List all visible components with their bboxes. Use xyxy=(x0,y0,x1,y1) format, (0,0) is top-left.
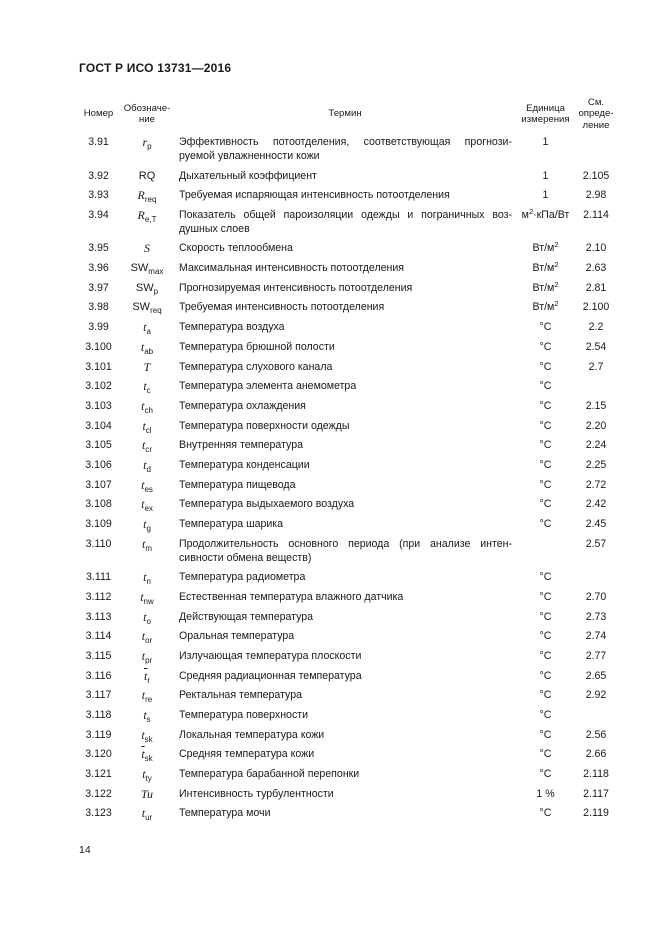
term-symbol: $t_g$ xyxy=(143,517,151,533)
term-unit: 1 xyxy=(542,169,549,182)
term-symbol: S xyxy=(144,241,150,256)
term-number: 3.102 xyxy=(85,380,112,393)
term-text: Прогнозируемая интенсивность потоотделения xyxy=(179,281,413,294)
term-unit: °C xyxy=(539,590,552,603)
term-symbol: $t_{cl}$ xyxy=(142,418,152,435)
term-unit: °C xyxy=(539,807,552,820)
term-text: Максимальная интенсивность потоотделения xyxy=(179,262,405,275)
table-row xyxy=(75,166,619,186)
term-number: 3.117 xyxy=(85,689,112,702)
term-reference: 2.117 xyxy=(583,787,609,800)
term-symbol: $t_{pr}$ xyxy=(141,648,153,665)
term-symbol: $t_d$ xyxy=(143,457,151,474)
term-reference: 2.7 xyxy=(588,360,604,373)
term-number: 3.104 xyxy=(85,419,112,432)
term-number: 3.92 xyxy=(88,169,109,182)
term-symbol: $\overline{t}_{sk}$ xyxy=(141,747,153,764)
term-reference: 2.100 xyxy=(582,301,610,314)
term-reference xyxy=(573,132,619,166)
term-symbol: $R_{req}$ xyxy=(137,188,157,205)
term-number: 3.123 xyxy=(85,807,112,820)
term-unit: °C xyxy=(539,360,552,373)
term-text: Температура поверхности одежды xyxy=(179,419,350,432)
term-reference: 2.10 xyxy=(585,242,607,255)
term-unit: °C xyxy=(539,571,552,584)
table-row xyxy=(75,494,619,514)
term-text: Температура охлаждения xyxy=(179,399,306,412)
term-symbol: $t_a$ xyxy=(143,320,151,337)
term-number: 3.97 xyxy=(88,281,109,294)
term-symbol: RQ xyxy=(138,169,156,182)
term-number: 3.120 xyxy=(85,748,112,761)
term-text: Оральная температура xyxy=(179,630,295,643)
term-reference xyxy=(573,705,619,725)
term-number: 3.116 xyxy=(85,669,112,682)
term-unit: °C xyxy=(539,498,552,511)
term-reference: 2.2 xyxy=(588,321,604,334)
term-reference: 2.54 xyxy=(585,340,607,353)
term-text: Температура барабанной перепонки xyxy=(179,768,360,781)
term-text: Температура воздуха xyxy=(179,321,285,334)
table-row xyxy=(75,725,619,745)
table-row xyxy=(75,705,619,725)
term-number: 3.122 xyxy=(85,787,112,800)
table-body xyxy=(75,132,619,823)
term-unit: °C xyxy=(539,458,552,471)
term-text: Действующая температура xyxy=(179,610,314,623)
table-row xyxy=(75,685,619,705)
col-unit-header: Единица измерения xyxy=(521,102,570,125)
term-symbol: $t_{re}$ xyxy=(141,688,153,705)
term-unit: $Вт/м^2$ xyxy=(532,299,559,314)
table-row xyxy=(75,803,619,823)
term-number: 3.121 xyxy=(85,768,112,781)
term-text: Температура шарика xyxy=(179,518,284,530)
term-symbol: $t_{cr}$ xyxy=(141,438,152,455)
term-unit: °C xyxy=(539,748,552,761)
term-unit: °C xyxy=(539,439,552,452)
term-unit: 1 % xyxy=(536,787,555,800)
table-row xyxy=(75,455,619,475)
page-number: 14 xyxy=(79,844,91,856)
terms-table xyxy=(75,96,619,823)
table-row xyxy=(75,132,619,166)
term-symbol: $SW_{req}$ xyxy=(132,301,162,316)
term-text: Скорость теплообмена xyxy=(179,242,293,255)
term-symbol: $t_{ty}$ xyxy=(142,767,152,784)
term-unit: $Вт/м^2$ xyxy=(532,260,559,275)
term-number: 3.119 xyxy=(85,728,112,741)
term-unit: °C xyxy=(539,419,552,432)
term-number: 3.99 xyxy=(88,321,109,334)
term-text: Температура брюшной полости xyxy=(179,340,335,353)
term-text: Требуемая интенсивность потоотделения xyxy=(179,301,385,314)
col-ref-header: См. опреде- ление xyxy=(578,96,614,131)
term-text: Средняя температура кожи xyxy=(179,748,315,761)
table-row xyxy=(75,205,619,239)
table-row xyxy=(75,607,619,627)
term-reference: 2.73 xyxy=(585,610,607,623)
term-unit: °C xyxy=(539,689,552,702)
table-row xyxy=(75,185,619,205)
term-text: Средняя радиационная температура xyxy=(179,669,362,682)
term-symbol: $SW_p$ xyxy=(135,281,159,296)
term-unit: $Вт/м^2$ xyxy=(532,279,559,294)
term-reference: 2.70 xyxy=(585,590,607,603)
table-row xyxy=(75,534,619,568)
col-term-header: Термин xyxy=(328,108,362,120)
term-unit: $Вт/м^2$ xyxy=(532,240,559,255)
term-symbol: $t_c$ xyxy=(143,379,151,396)
term-text: Температура слухового канала xyxy=(179,360,333,373)
term-unit: 1 xyxy=(542,136,549,148)
term-number: 3.113 xyxy=(85,610,112,623)
term-reference xyxy=(573,567,619,587)
table-row xyxy=(75,258,619,278)
term-text: Продолжительность основного периода (при анализе интен-сивности обмена веществ) xyxy=(179,537,512,564)
term-number: 3.118 xyxy=(85,709,112,721)
term-symbol: $t_{ab}$ xyxy=(140,339,154,356)
term-unit xyxy=(518,534,573,568)
table-row xyxy=(75,567,619,587)
term-unit: °C xyxy=(539,649,552,662)
term-reference: 2.98 xyxy=(585,189,607,202)
term-number: 3.110 xyxy=(85,537,112,550)
table-row xyxy=(75,435,619,455)
term-text: Температура пищевода xyxy=(179,478,296,491)
term-text: Ректальная температура xyxy=(179,689,303,702)
term-number: 3.101 xyxy=(85,360,112,373)
term-symbol: $t_{ex}$ xyxy=(141,497,153,514)
term-symbol: $\overline{t}_r$ xyxy=(143,668,150,685)
table-row xyxy=(75,666,619,686)
term-number: 3.108 xyxy=(85,498,112,511)
term-text: Требуемая испаряющая интенсивность потоотделения xyxy=(179,189,450,202)
term-symbol: $t_n$ xyxy=(143,570,151,587)
term-reference: 2.105 xyxy=(582,169,610,182)
table-header-row xyxy=(75,96,619,132)
table-row xyxy=(75,376,619,396)
term-reference: 2.24 xyxy=(585,439,607,452)
table-row xyxy=(75,646,619,666)
term-text: Эффективность потоотделения, соответствующая прогнози-руемой увлажненности кожи xyxy=(179,136,512,162)
term-reference: 2.25 xyxy=(585,458,607,471)
table-row xyxy=(75,626,619,646)
term-text: Излучающая температура плоскости xyxy=(179,649,362,662)
term-symbol: $t_{nw}$ xyxy=(140,589,154,606)
term-unit: °C xyxy=(539,340,552,353)
term-unit: °C xyxy=(539,380,552,393)
term-symbol: $r_p$ xyxy=(142,135,152,151)
term-reference: 2.74 xyxy=(585,630,607,643)
term-reference: 2.65 xyxy=(585,669,607,682)
term-text: Температура поверхности xyxy=(179,709,309,721)
term-reference: 2.15 xyxy=(585,399,607,412)
term-text: Температура мочи xyxy=(179,807,271,820)
table-row xyxy=(75,337,619,357)
term-number: 3.109 xyxy=(85,518,112,530)
term-symbol: $t_m$ xyxy=(141,536,152,553)
term-reference: 2.81 xyxy=(585,281,607,294)
term-unit: °C xyxy=(539,669,552,682)
term-symbol: $t_{es}$ xyxy=(141,477,153,494)
table-row xyxy=(75,764,619,784)
term-reference: 2.45 xyxy=(585,518,607,530)
term-reference: 2.118 xyxy=(583,768,609,781)
table-row xyxy=(75,475,619,495)
col-number-header: Номер xyxy=(83,108,114,120)
term-text: Естественная температура влажного датчика xyxy=(179,590,404,603)
table-row xyxy=(75,317,619,337)
term-number: 3.111 xyxy=(86,571,111,584)
term-number: 3.103 xyxy=(85,399,112,412)
term-symbol: $SW_{max}$ xyxy=(130,262,164,277)
term-number: 3.115 xyxy=(85,649,112,662)
term-text: Внутренняя температура xyxy=(179,439,303,452)
table-row xyxy=(75,784,619,804)
term-reference: 2.42 xyxy=(585,498,607,511)
term-number: 3.94 xyxy=(88,208,109,221)
term-reference: 2.57 xyxy=(585,537,607,550)
term-symbol: $t_{ch}$ xyxy=(141,398,153,415)
term-symbol: $t_o$ xyxy=(143,609,151,626)
term-reference: 2.114 xyxy=(583,208,609,221)
term-number: 3.95 xyxy=(88,242,109,255)
term-symbol: Tu xyxy=(140,786,153,801)
table-row xyxy=(75,357,619,377)
term-reference: 2.92 xyxy=(585,689,607,702)
table-row xyxy=(75,396,619,416)
term-number: 3.107 xyxy=(85,478,112,491)
term-text: Температура элемента анемометра xyxy=(179,380,357,393)
term-number: 3.106 xyxy=(85,458,112,471)
term-number: 3.91 xyxy=(88,136,109,148)
col-symbol-header: Обозначе- ние xyxy=(123,102,171,125)
term-reference: 2.56 xyxy=(585,728,607,741)
term-symbol: $R_{e,T}$ xyxy=(137,207,157,224)
term-symbol: $t_{or}$ xyxy=(141,629,153,646)
table-row xyxy=(75,744,619,764)
term-symbol: $t_s$ xyxy=(143,708,151,724)
table-row xyxy=(75,297,619,317)
term-number: 3.96 xyxy=(88,262,109,275)
term-reference: 2.20 xyxy=(585,419,607,432)
term-number: 3.98 xyxy=(88,301,109,314)
term-unit: °C xyxy=(539,768,552,781)
term-number: 3.112 xyxy=(85,590,112,603)
term-text: Температура радиометра xyxy=(179,571,306,584)
term-unit: °C xyxy=(539,321,552,334)
term-unit: °C xyxy=(539,518,552,530)
term-reference xyxy=(573,376,619,396)
term-unit: °C xyxy=(539,610,552,623)
table-row xyxy=(75,238,619,258)
term-unit: °C xyxy=(539,709,552,721)
term-text: Интенсивность турбулентности xyxy=(179,787,334,800)
term-unit: °C xyxy=(539,478,552,491)
table-row xyxy=(75,514,619,534)
term-unit: $м^2\cdot кПа/Вт$ xyxy=(521,206,570,221)
term-symbol: $t_{ur}$ xyxy=(141,806,153,823)
term-number: 3.100 xyxy=(85,340,112,353)
term-reference: 2.63 xyxy=(585,262,607,275)
term-symbol: T xyxy=(143,359,151,374)
term-unit: °C xyxy=(539,399,552,412)
term-unit: °C xyxy=(539,630,552,643)
term-symbol: $t_{sk}$ xyxy=(141,727,153,744)
term-number: 3.93 xyxy=(88,189,109,202)
term-reference: 2.66 xyxy=(585,748,607,761)
table-row xyxy=(75,416,619,436)
term-text: Показатель общей пароизоляции одежды и пограничных воз-душных слоев xyxy=(179,208,512,235)
term-reference: 2.72 xyxy=(585,478,607,491)
document-title: ГОСТ Р ИСО 13731—2016 xyxy=(79,61,232,75)
term-unit: °C xyxy=(539,728,552,741)
term-text: Температура выдыхаемого воздуха xyxy=(179,498,355,511)
term-unit: 1 xyxy=(542,189,549,202)
term-number: 3.114 xyxy=(85,630,112,643)
term-reference: 2.77 xyxy=(585,649,607,662)
table-row xyxy=(75,587,619,607)
term-reference: 2.119 xyxy=(583,807,609,820)
term-text: Дыхательный коэффициент xyxy=(179,169,317,182)
term-text: Локальная температура кожи xyxy=(179,728,325,741)
term-text: Температура конденсации xyxy=(179,458,310,471)
table-row xyxy=(75,278,619,298)
term-number: 3.105 xyxy=(85,439,112,452)
